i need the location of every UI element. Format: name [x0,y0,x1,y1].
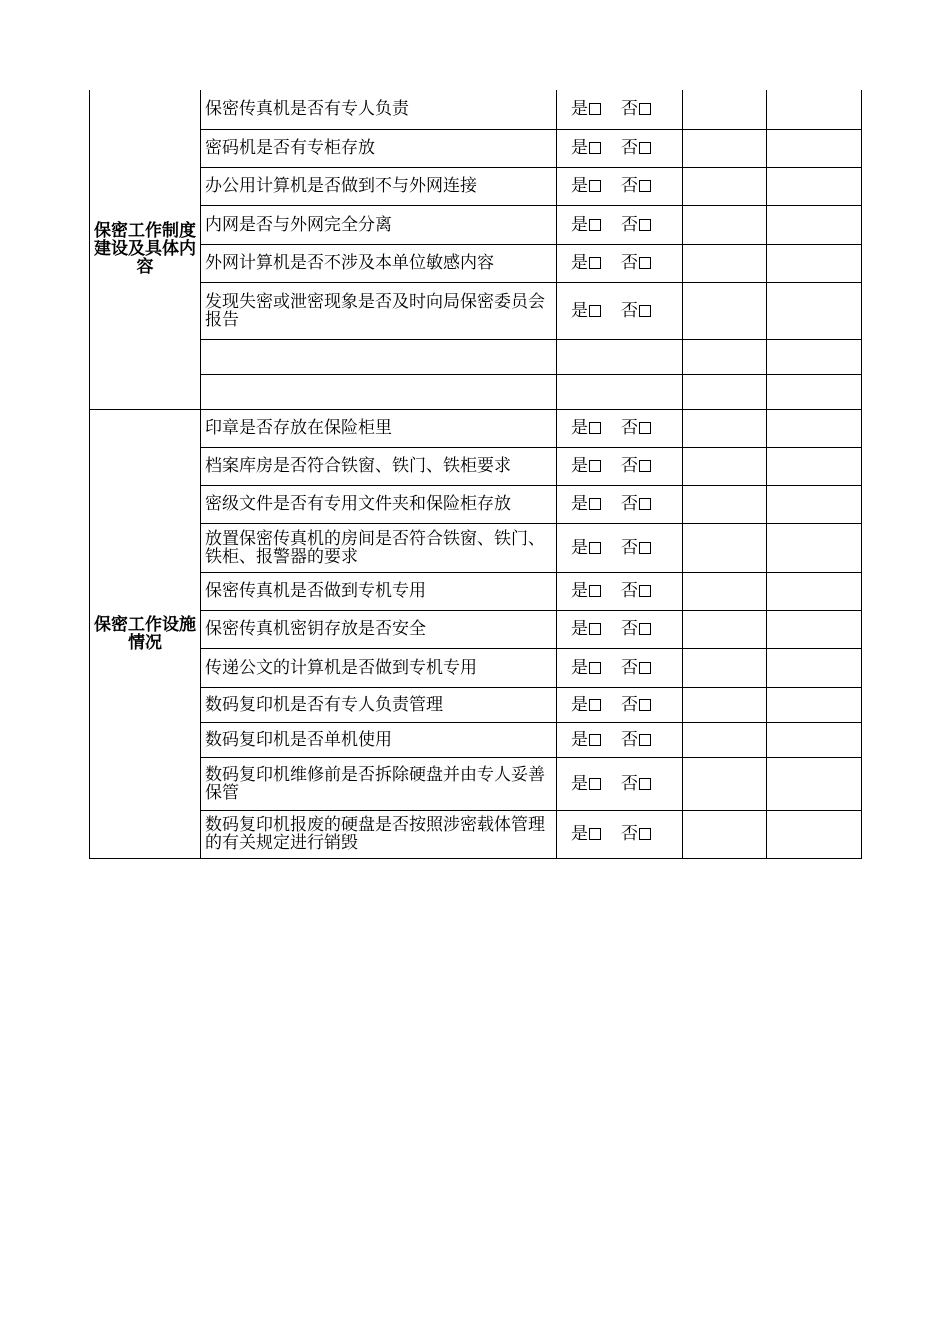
yes-no-options [557,90,683,129]
yes-label: 是 [571,694,588,715]
check-item: 数码复印机是否单机使用 [201,722,557,757]
yes-option[interactable] [571,696,601,714]
check-item: 保密传真机是否做到专机专用 [201,572,557,610]
no-option[interactable] [621,100,651,118]
yes-option[interactable] [571,495,601,513]
no-label: 否 [621,214,638,235]
no-option[interactable] [621,457,651,475]
blank-cell[interactable] [767,339,862,374]
inspection-checklist-table [89,90,862,859]
yes-option[interactable] [571,825,601,843]
table-row [90,648,862,687]
check-item: 办公用计算机是否做到不与外网连接 [201,167,557,205]
blank-cell[interactable] [767,757,862,810]
check-item: 印章是否存放在保险柜里 [201,409,557,447]
blank-cell[interactable] [683,722,767,757]
no-label: 否 [621,537,638,558]
yes-option[interactable] [571,419,601,437]
yes-checkbox[interactable] [589,734,601,746]
check-item: 发现失密或泄密现象是否及时向局保密委员会报告 [201,282,557,339]
table-row [90,485,862,523]
yes-no-options [557,167,683,205]
no-label: 否 [621,581,638,601]
table-row [90,90,862,129]
blank-cell[interactable] [201,339,557,374]
no-label: 否 [621,494,638,514]
blank-cell[interactable] [683,447,767,485]
yes-label: 是 [571,773,588,794]
no-option[interactable] [621,216,651,234]
no-checkbox[interactable] [639,422,651,434]
yes-checkbox[interactable] [589,828,601,840]
table-row [90,810,862,858]
yes-label: 是 [571,537,588,558]
yes-checkbox[interactable] [589,542,601,554]
yes-no-options [557,282,683,339]
check-item: 数码复印机报废的硬盘是否按照涉密载体管理的有关规定进行销毁 [201,810,557,858]
table-row [90,610,862,648]
yes-option[interactable] [571,100,601,118]
blank-cell[interactable] [767,90,862,129]
blank-cell[interactable] [201,374,557,409]
no-option[interactable] [621,419,651,437]
section-category-facilities: 保密工作设施情况 [90,409,201,858]
no-checkbox[interactable] [639,778,651,790]
blank-cell[interactable] [683,687,767,722]
no-label: 否 [621,418,638,438]
yes-label: 是 [571,138,588,158]
empty-row [90,374,862,409]
no-checkbox[interactable] [639,585,651,597]
yes-label: 是 [571,657,588,678]
blank-cell[interactable] [767,447,862,485]
blank-cell[interactable] [767,572,862,610]
table-row [90,722,862,757]
blank-cell[interactable] [557,339,683,374]
check-item: 外网计算机是否不涉及本单位敏感内容 [201,244,557,282]
blank-cell[interactable] [767,167,862,205]
yes-label: 是 [571,99,588,120]
yes-no-options [557,757,683,810]
check-item: 内网是否与外网完全分离 [201,205,557,244]
yes-no-options [557,648,683,687]
yes-checkbox[interactable] [589,460,601,472]
no-option[interactable] [621,825,651,843]
empty-row [90,339,862,374]
no-checkbox[interactable] [639,734,651,746]
blank-cell[interactable] [683,374,767,409]
no-option[interactable] [621,139,651,157]
check-item: 密码机是否有专柜存放 [201,129,557,167]
blank-cell[interactable] [767,523,862,572]
no-option[interactable] [621,775,651,793]
no-label: 否 [621,657,638,678]
no-checkbox[interactable] [639,828,651,840]
yes-label: 是 [571,176,588,196]
no-option[interactable] [621,254,651,272]
blank-cell[interactable] [767,244,862,282]
no-label: 否 [621,773,638,794]
no-checkbox[interactable] [639,180,651,192]
blank-cell[interactable] [683,409,767,447]
blank-cell[interactable] [683,282,767,339]
no-label: 否 [621,456,638,476]
yes-no-options [557,722,683,757]
check-item: 数码复印机维修前是否拆除硬盘并由专人妥善保管 [201,757,557,810]
check-item: 放置保密传真机的房间是否符合铁窗、铁门、铁柜、报警器的要求 [201,523,557,572]
table-row [90,282,862,339]
no-label: 否 [621,824,638,844]
yes-option[interactable] [571,457,601,475]
no-label: 否 [621,300,638,321]
no-checkbox[interactable] [639,142,651,154]
yes-no-options [557,447,683,485]
table-row [90,687,862,722]
no-option[interactable] [621,659,651,677]
yes-no-options [557,687,683,722]
table-row [90,757,862,810]
table-row [90,572,862,610]
yes-checkbox[interactable] [589,585,601,597]
yes-option[interactable] [571,254,601,272]
blank-cell[interactable] [683,339,767,374]
blank-cell[interactable] [767,687,862,722]
yes-checkbox[interactable] [589,699,601,711]
no-checkbox[interactable] [639,460,651,472]
blank-cell[interactable] [767,129,862,167]
yes-checkbox[interactable] [589,778,601,790]
blank-cell[interactable] [683,167,767,205]
check-item: 数码复印机是否有专人负责管理 [201,687,557,722]
yes-checkbox[interactable] [589,422,601,434]
no-checkbox[interactable] [639,623,651,635]
check-item: 传递公文的计算机是否做到专机专用 [201,648,557,687]
blank-cell[interactable] [767,409,862,447]
blank-cell[interactable] [683,757,767,810]
blank-cell[interactable] [683,205,767,244]
blank-cell[interactable] [683,485,767,523]
blank-cell[interactable] [683,810,767,858]
yes-label: 是 [571,418,588,438]
yes-label: 是 [571,456,588,476]
no-checkbox[interactable] [639,542,651,554]
table-row [90,447,862,485]
no-checkbox[interactable] [639,257,651,269]
blank-cell[interactable] [683,244,767,282]
yes-checkbox[interactable] [589,662,601,674]
blank-cell[interactable] [683,610,767,648]
yes-option[interactable] [571,731,601,749]
yes-option[interactable] [571,302,601,320]
yes-label: 是 [571,494,588,514]
no-checkbox[interactable] [639,662,651,674]
yes-checkbox[interactable] [589,103,601,115]
table-row [90,244,862,282]
table-row [90,409,862,447]
no-checkbox[interactable] [639,699,651,711]
blank-cell[interactable] [683,90,767,129]
table-row [90,129,862,167]
yes-no-options [557,610,683,648]
blank-cell[interactable] [683,648,767,687]
yes-no-options [557,205,683,244]
no-option[interactable] [621,539,651,557]
yes-label: 是 [571,253,588,273]
blank-cell[interactable] [767,722,862,757]
blank-cell[interactable] [767,610,862,648]
yes-no-options [557,409,683,447]
blank-cell[interactable] [767,374,862,409]
yes-option[interactable] [571,216,601,234]
yes-checkbox[interactable] [589,142,601,154]
yes-checkbox[interactable] [589,498,601,510]
yes-checkbox[interactable] [589,257,601,269]
no-label: 否 [621,138,638,158]
yes-option[interactable] [571,620,601,638]
yes-no-options [557,129,683,167]
no-label: 否 [621,176,638,196]
yes-option[interactable] [571,659,601,677]
blank-cell[interactable] [767,282,862,339]
no-label: 否 [621,619,638,639]
no-label: 否 [621,99,638,120]
check-item: 密级文件是否有专用文件夹和保险柜存放 [201,485,557,523]
no-option[interactable] [621,177,651,195]
table-row [90,205,862,244]
yes-no-options [557,810,683,858]
table-row [90,523,862,572]
blank-cell[interactable] [683,523,767,572]
blank-cell[interactable] [767,648,862,687]
no-option[interactable] [621,620,651,638]
no-checkbox[interactable] [639,219,651,231]
yes-label: 是 [571,214,588,235]
yes-checkbox[interactable] [589,180,601,192]
yes-no-options [557,244,683,282]
yes-option[interactable] [571,775,601,793]
no-checkbox[interactable] [639,498,651,510]
yes-label: 是 [571,581,588,601]
blank-cell[interactable] [683,129,767,167]
yes-option[interactable] [571,177,601,195]
yes-label: 是 [571,729,588,750]
blank-cell[interactable] [557,374,683,409]
yes-option[interactable] [571,539,601,557]
yes-no-options [557,572,683,610]
blank-cell[interactable] [683,572,767,610]
no-checkbox[interactable] [639,103,651,115]
no-label: 否 [621,253,638,273]
yes-no-options [557,485,683,523]
yes-checkbox[interactable] [589,623,601,635]
no-label: 否 [621,694,638,715]
no-option[interactable] [621,582,651,600]
no-option[interactable] [621,731,651,749]
blank-cell[interactable] [767,810,862,858]
table-row [90,167,862,205]
no-option[interactable] [621,302,651,320]
yes-label: 是 [571,824,588,844]
yes-label: 是 [571,300,588,321]
yes-option[interactable] [571,582,601,600]
yes-no-options [557,523,683,572]
no-label: 否 [621,729,638,750]
check-item: 保密传真机密钥存放是否安全 [201,610,557,648]
no-option[interactable] [621,696,651,714]
blank-cell[interactable] [767,485,862,523]
yes-label: 是 [571,619,588,639]
blank-cell[interactable] [767,205,862,244]
check-item: 档案库房是否符合铁窗、铁门、铁柜要求 [201,447,557,485]
no-checkbox[interactable] [639,305,651,317]
yes-checkbox[interactable] [589,219,601,231]
yes-checkbox[interactable] [589,305,601,317]
check-item: 保密传真机是否有专人负责 [201,90,557,129]
no-option[interactable] [621,495,651,513]
yes-option[interactable] [571,139,601,157]
section-category-regulations: 保密工作制度建设及具体内容 [90,90,201,409]
